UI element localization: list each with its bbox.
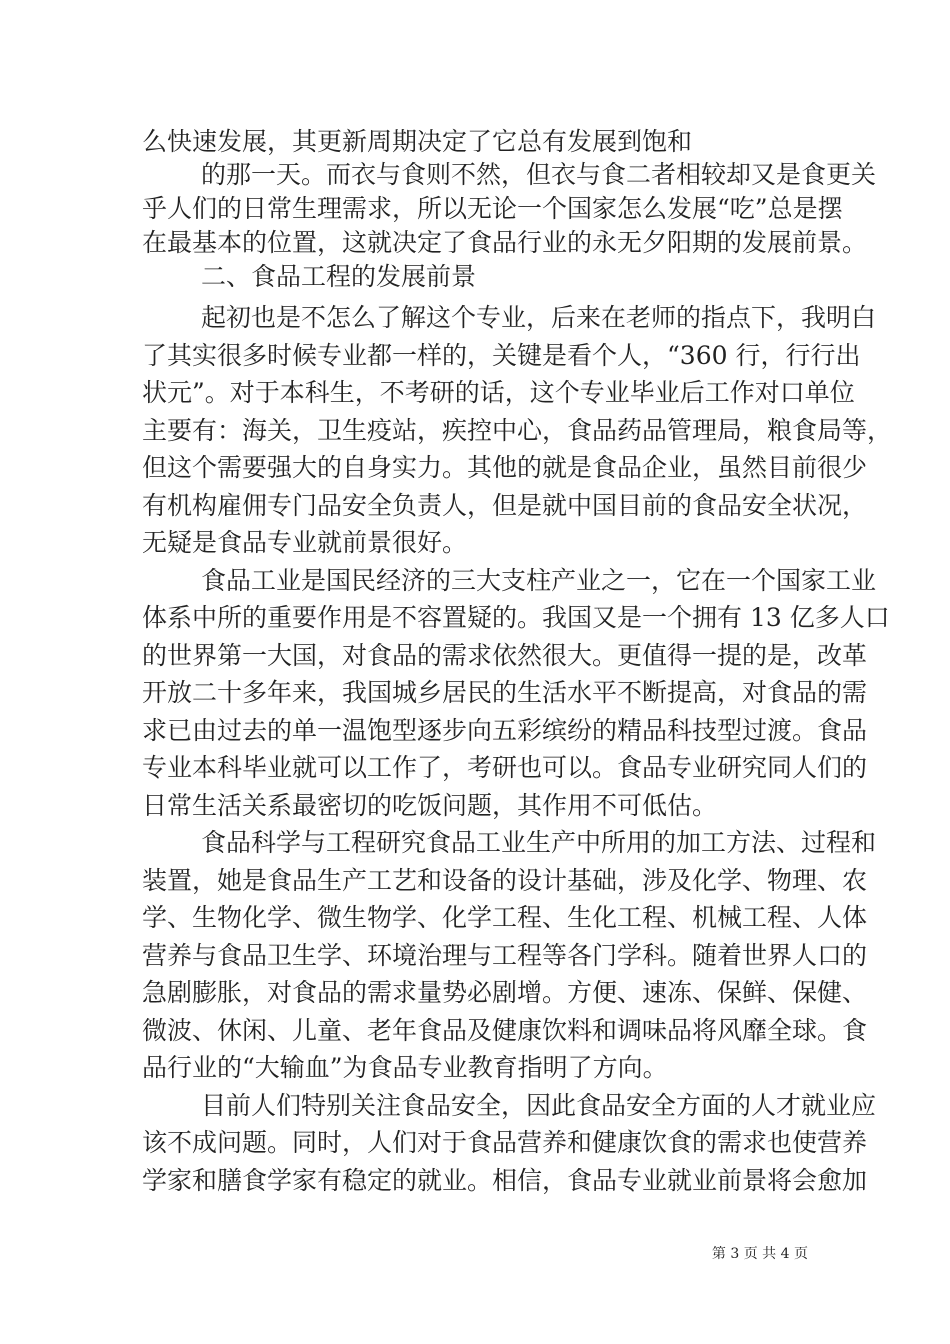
text-line: 乎人们的日常生理需求，所以无论一个国家怎么发展“吃”总是摆 xyxy=(142,194,843,223)
text-line: 了其实很多时候专业都一样的，关键是看个人，“360 行，行行出 xyxy=(142,341,861,370)
text-line: 急剧膨胀，对食品的需求量势必剧增。方便、速冻、保鲜、保健、 xyxy=(142,978,868,1007)
text-line: 食品科学与工程研究食品工业生产中所用的加工方法、过程和 xyxy=(201,828,877,857)
text-line: 起初也是不怎么了解这个专业，后来在老师的指点下，我明白 xyxy=(201,303,877,332)
text-line: 食品工业是国民经济的三大支柱产业之一，它在一个国家工业 xyxy=(201,566,877,595)
text-line: 学家和膳食学家有稳定的就业。相信，食品专业就业前景将会愈加 xyxy=(142,1166,868,1195)
text-line: 但这个需要强大的自身实力。其他的就是食品企业，虽然目前很少 xyxy=(142,453,868,482)
text-line: 开放二十多年来，我国城乡居民的生活水平不断提高，对食品的需 xyxy=(142,678,868,707)
text-line: 在最基本的位置，这就决定了食品行业的永无夕阳期的发展前景。 xyxy=(142,228,868,257)
text-line: 求已由过去的单一温饱型逐步向五彩缤纷的精品科技型过渡。食品 xyxy=(142,716,868,745)
text-line: 主要有：海关，卫生疫站，疾控中心，食品药品管理局，粮食局等， xyxy=(142,416,893,445)
text-line: 该不成问题。同时，人们对于食品营养和健康饮食的需求也使营养 xyxy=(142,1128,868,1157)
text-line: 目前人们特别关注食品安全，因此食品安全方面的人才就业应 xyxy=(201,1091,877,1120)
text-line: 无疑是食品专业就前景很好。 xyxy=(142,528,468,557)
text-line: 有机构雇佣专门品安全负责人，但是就中国目前的食品安全状况， xyxy=(142,491,868,520)
text-line: 微波、休闲、儿童、老年食品及健康饮料和调味品将风靡全球。食 xyxy=(142,1016,868,1045)
section-heading: 二、食品工程的发展前景 xyxy=(201,262,477,291)
text-line: 么快速发展，其更新周期决定了它总有发展到饱和 xyxy=(142,127,693,156)
text-line: 学、生物化学、微生物学、化学工程、生化工程、机械工程、人体 xyxy=(142,903,868,932)
text-line: 装置，她是食品生产工艺和设备的设计基础，涉及化学、物理、农 xyxy=(142,866,868,895)
text-line: 的世界第一大国，对食品的需求依然很大。更值得一提的是，改革 xyxy=(142,641,868,670)
text-line: 状元”。对于本科生，不考研的话，这个专业毕业后工作对口单位 xyxy=(142,378,855,407)
page-number: 第 3 页 共 4 页 xyxy=(711,1246,808,1262)
text-line: 品行业的“大输血”为食品专业教育指明了方向。 xyxy=(142,1053,668,1082)
text-line: 体系中所的重要作用是不容置疑的。我国又是一个拥有 13 亿多人口 xyxy=(142,603,890,632)
text-line: 专业本科毕业就可以工作了，考研也可以。食品专业研究同人们的 xyxy=(142,753,868,782)
text-line: 日常生活关系最密切的吃饭问题，其作用不可低估。 xyxy=(142,791,718,820)
text-line: 的那一天。而衣与食则不然，但衣与食二者相较却又是食更关 xyxy=(201,160,877,189)
text-line: 营养与食品卫生学、环境治理与工程等各门学科。随着世界人口的 xyxy=(142,941,868,970)
